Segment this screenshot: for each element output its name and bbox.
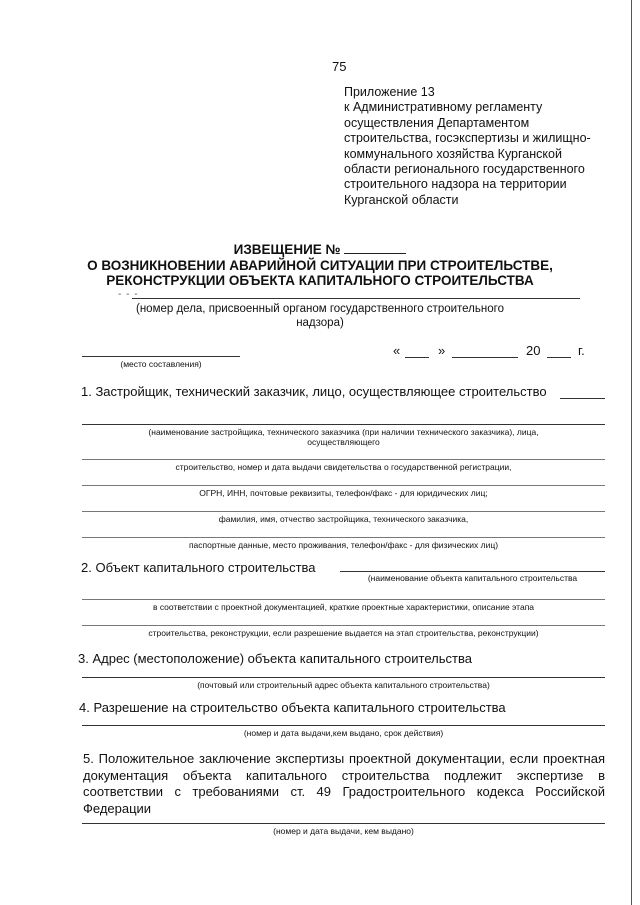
notice-subtitle-2: РЕКОНСТРУКЦИИ ОБЪЕКТА КАПИТАЛЬНОГО СТРОИТЕЛЬСТВА <box>106 273 534 288</box>
section3-field[interactable] <box>82 677 605 678</box>
appendix-line: строительства, госэкспертизы и жилищно- <box>344 131 591 146</box>
section1-caption: (наименование застройщика, технического заказчика (при наличии технического заказчика), лица, <box>148 427 539 437</box>
notice-title <box>0 242 640 257</box>
appendix-line: коммунального хозяйства Курганской <box>344 146 562 161</box>
section1-caption: строительство, номер и дата выдачи свидетельства о государственной регистрации, <box>175 462 512 472</box>
section5-line: соответствии с требованиями ст. 49 Градостроительного кодекса Российской <box>83 784 605 799</box>
section4-label: 4. Разрешение на строительство объекта капитального строительства <box>79 700 506 715</box>
section1-field-1[interactable] <box>82 424 605 425</box>
notice-title-number: ИЗВЕЩЕНИЕ № <box>233 242 341 257</box>
section2-caption: строительства, реконструкции, если разрешение выдается на этап строительства, реконструкции) <box>148 628 539 638</box>
date-year-field[interactable] <box>547 357 571 358</box>
scan-edge <box>631 0 632 905</box>
appendix-line: области регионального государственного <box>344 162 585 177</box>
page-number: 75 <box>332 59 347 74</box>
date-year-prefix: 20 <box>526 343 541 358</box>
section3-caption: (почтовый или строительный адрес объекта капитального строительства) <box>197 680 490 690</box>
notice-subtitle-1: О ВОЗНИКНОВЕНИИ АВАРИЙНОЙ СИТУАЦИИ ПРИ СТРОИТЕЛЬСТВЕ, <box>87 258 553 273</box>
section1-caption: ОГРН, ИНН, почтовые реквизиты, телефон/факс - для юридических лиц; <box>199 488 488 498</box>
section1-label: 1. Застройщик, технический заказчик, лицо, осуществляющее строительство <box>81 384 547 399</box>
section5-field[interactable] <box>82 823 605 824</box>
section2-field-2[interactable] <box>82 625 605 626</box>
appendix-line: осуществления Департаментом <box>344 115 530 130</box>
section1-field-5[interactable] <box>82 537 605 538</box>
dashed-leader: - - - <box>118 289 139 300</box>
section1-caption: осуществляющего <box>307 437 380 447</box>
section2-caption: (наименование объекта капитального строительства <box>367 573 578 583</box>
section2-caption: в соответствии с проектной документацией, краткие проектные характеристики, описание этапа <box>152 602 535 612</box>
appendix-line: Курганской области <box>344 192 459 207</box>
case-number-field[interactable] <box>132 298 580 299</box>
appendix-line: Приложение 13 <box>344 85 435 99</box>
section2-label: 2. Объект капитального строительства <box>81 560 316 575</box>
section5-line: документация объекта капитального строительства подлежит экспертизе в <box>83 767 605 783</box>
section1-field-4[interactable] <box>82 511 605 512</box>
date-quote-open: « <box>393 343 401 358</box>
date-year-suffix: г. <box>578 343 585 358</box>
section5-line: 5. Положительное заключение экспертизы проектной документации, если проектная <box>83 751 605 766</box>
case-number-caption-1: (номер дела, присвоенный органом государственного строительного <box>136 303 504 315</box>
section1-caption: фамилия, имя, отчество застройщика, технического заказчика, <box>218 514 469 524</box>
appendix-note <box>344 85 619 208</box>
place-caption: (место составления) <box>120 359 202 369</box>
section3-label: 3. Адрес (местоположение) объекта капитального строительства <box>78 651 472 666</box>
appendix-line: строительного надзора на территории <box>344 177 567 192</box>
notice-number-field[interactable] <box>344 253 406 254</box>
section1-field-2[interactable] <box>82 459 605 460</box>
place-field[interactable] <box>82 356 240 357</box>
case-number-caption-2: надзора) <box>296 317 344 329</box>
section1-inline-field[interactable] <box>560 398 605 399</box>
section5-caption: (номер и дата выдачи, кем выдано) <box>273 826 414 836</box>
section5-line: Федерации <box>83 800 152 816</box>
section2-inline-field[interactable] <box>340 571 605 572</box>
section1-caption: паспортные данные, место проживания, телефон/факс - для физических лиц) <box>188 540 499 550</box>
appendix-line: к Административному регламенту <box>344 100 543 115</box>
section1-field-3[interactable] <box>82 485 605 486</box>
section2-field-1[interactable] <box>82 599 605 600</box>
date-month-field[interactable] <box>452 357 518 358</box>
section4-field[interactable] <box>82 725 605 726</box>
section4-caption: (номер и дата выдачи,кем выдано, срок действия) <box>243 728 444 738</box>
date-quote-close: » <box>438 343 446 358</box>
date-day-field[interactable] <box>405 357 429 358</box>
